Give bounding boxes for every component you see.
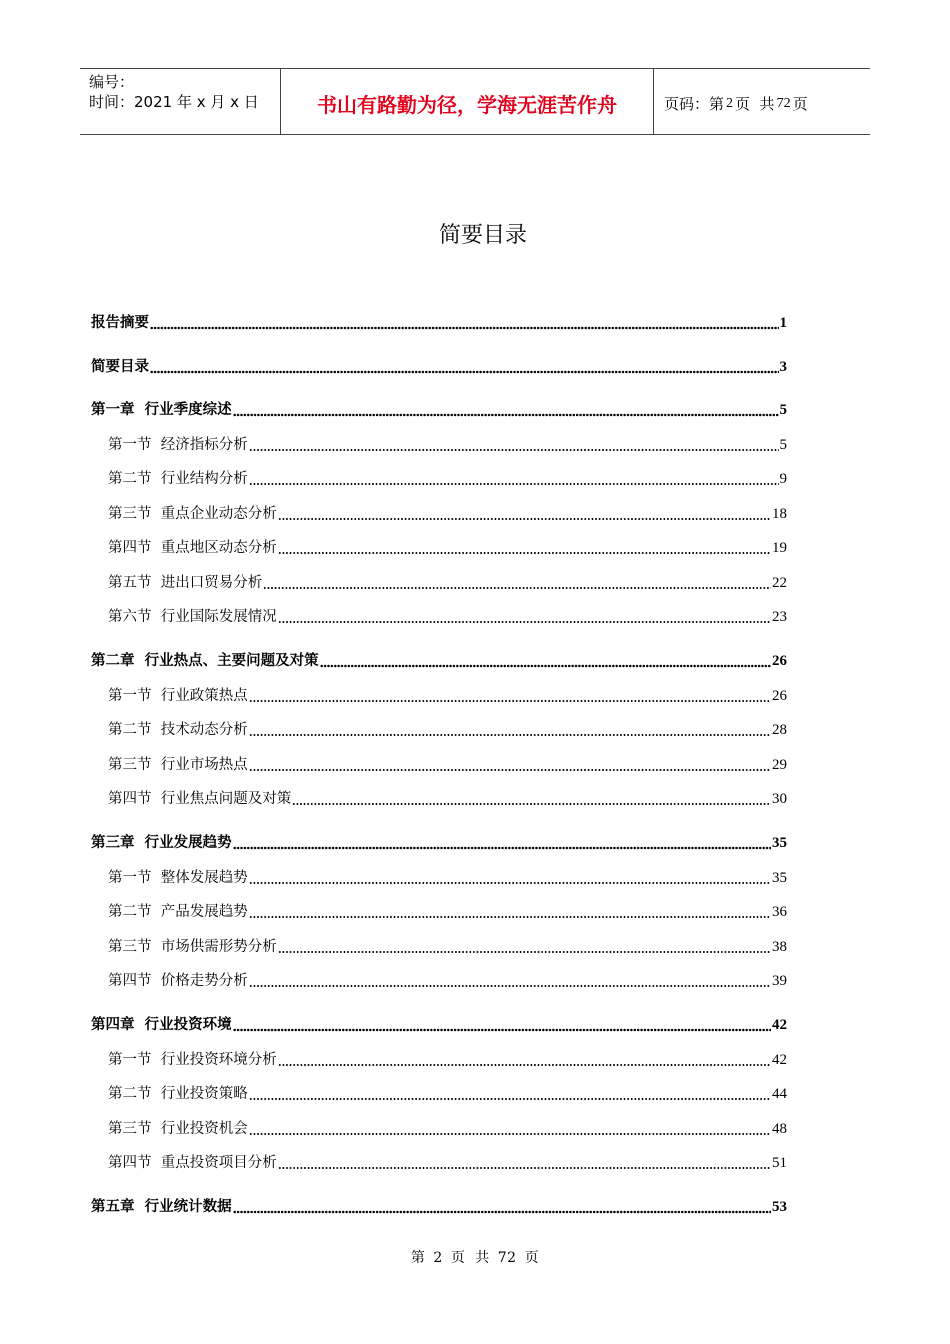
toc-entry-label: 第二节 产品发展趋势 bbox=[108, 904, 248, 920]
toc-dot-leader bbox=[249, 1097, 771, 1101]
toc-entry-label: 第四节 行业焦点问题及对策 bbox=[108, 791, 292, 807]
toc-entry-label: 第一节 整体发展趋势 bbox=[108, 869, 248, 886]
toc-entry-label: 第六节 行业国际发展情况 bbox=[108, 609, 277, 625]
toc-section-entry[interactable] bbox=[108, 605, 787, 627]
toc-entry-page-number: 9 bbox=[779, 471, 787, 487]
toc-entry-page-number: 23 bbox=[772, 609, 787, 625]
toc-dot-leader bbox=[249, 881, 771, 885]
toc-section-entry[interactable] bbox=[108, 718, 787, 740]
toc-dot-leader bbox=[233, 1028, 771, 1032]
toc-entry-page-number: 53 bbox=[772, 1199, 787, 1215]
toc-entry-page-number: 42 bbox=[772, 1017, 787, 1033]
toc-dot-leader bbox=[278, 1166, 771, 1170]
toc-dot-leader bbox=[249, 699, 771, 703]
toc-dot-leader bbox=[233, 1210, 771, 1214]
toc-entry-label: 第五节 进出口贸易分析 bbox=[108, 574, 263, 591]
toc-section-entry[interactable] bbox=[108, 1117, 787, 1139]
header-page-suffix: 页 bbox=[792, 95, 808, 113]
toc-entry-page-number: 30 bbox=[772, 791, 787, 807]
toc-entry-page-number: 22 bbox=[772, 574, 787, 591]
toc-section-entry[interactable] bbox=[108, 571, 787, 593]
toc-entry-page-number: 26 bbox=[772, 687, 787, 704]
toc-section-entry[interactable] bbox=[108, 866, 787, 888]
toc-dot-leader bbox=[249, 984, 771, 988]
toc-dot-leader bbox=[249, 733, 771, 737]
toc-dot-leader bbox=[249, 448, 779, 452]
toc-chapter-entry[interactable] bbox=[91, 355, 787, 377]
toc-dot-leader bbox=[233, 846, 771, 850]
toc-entry-label: 第二章 行业热点、主要问题及对策 bbox=[91, 653, 319, 669]
toc-entry-page-number: 48 bbox=[772, 1120, 787, 1137]
toc-dot-leader bbox=[263, 586, 771, 590]
toc-section-entry[interactable] bbox=[108, 433, 787, 455]
header-page-total: 72 bbox=[776, 95, 791, 111]
toc-entry-page-number: 3 bbox=[779, 358, 787, 375]
toc-entry-label: 第三节 行业市场热点 bbox=[108, 756, 248, 773]
toc-dot-leader bbox=[150, 370, 779, 374]
toc-dot-leader bbox=[320, 664, 771, 668]
toc-entry-label: 第二节 行业投资策略 bbox=[108, 1086, 248, 1102]
toc-dot-leader bbox=[278, 517, 771, 521]
time-label: 时间：2021 年 x 月 x 日 bbox=[89, 93, 259, 111]
toc-dot-leader bbox=[249, 768, 771, 772]
serial-number-label: 编号： bbox=[89, 73, 135, 91]
header-page-prefix: 页码：第 bbox=[664, 95, 725, 113]
toc-section-entry[interactable] bbox=[108, 536, 787, 558]
toc-entry-label: 第三节 市场供需形势分析 bbox=[108, 938, 277, 955]
toc-entry-page-number: 19 bbox=[772, 540, 787, 556]
toc-entry-label: 第四节 重点投资项目分析 bbox=[108, 1155, 277, 1171]
toc-entry-page-number: 18 bbox=[772, 505, 787, 522]
toc-section-entry[interactable] bbox=[108, 502, 787, 524]
toc-entry-label: 简要目录 bbox=[91, 358, 149, 375]
toc-chapter-entry[interactable] bbox=[91, 831, 787, 853]
toc-entry-label: 第一节 行业政策热点 bbox=[108, 687, 248, 704]
footer-current: 2 bbox=[433, 1250, 443, 1266]
toc-entry-label: 第三节 行业投资机会 bbox=[108, 1120, 248, 1137]
footer-prefix: 第 bbox=[410, 1250, 426, 1266]
toc-entry-page-number: 38 bbox=[772, 938, 787, 955]
header-page-mid: 页 共 bbox=[735, 95, 775, 113]
toc-entry-label: 第一章 行业季度综述 bbox=[91, 402, 232, 418]
toc-entry-page-number: 26 bbox=[772, 653, 787, 669]
toc-entry-page-number: 35 bbox=[772, 835, 787, 851]
toc-entry-page-number: 29 bbox=[772, 756, 787, 773]
toc-dot-leader bbox=[278, 950, 771, 954]
toc-section-entry[interactable] bbox=[108, 684, 787, 706]
toc-dot-leader bbox=[249, 915, 771, 919]
toc-dot-leader bbox=[292, 802, 771, 806]
toc-chapter-entry[interactable] bbox=[91, 1195, 787, 1217]
toc-entry-page-number: 36 bbox=[772, 904, 787, 920]
footer-total: 72 bbox=[497, 1250, 517, 1266]
toc-entry-label: 第二节 行业结构分析 bbox=[108, 471, 248, 487]
toc-section-entry[interactable] bbox=[108, 1151, 787, 1173]
toc-dot-leader bbox=[278, 551, 771, 555]
toc-chapter-entry[interactable] bbox=[91, 311, 787, 333]
toc-section-entry[interactable] bbox=[108, 1048, 787, 1070]
toc-entry-label: 第四节 价格走势分析 bbox=[108, 973, 248, 989]
toc-section-entry[interactable] bbox=[108, 787, 787, 809]
toc-dot-leader bbox=[233, 413, 779, 417]
toc-entry-page-number: 28 bbox=[772, 722, 787, 738]
toc-dot-leader bbox=[278, 1063, 771, 1067]
toc-entry-label: 第二节 技术动态分析 bbox=[108, 722, 248, 738]
toc-dot-leader bbox=[278, 620, 771, 624]
footer-mid: 页 共 bbox=[450, 1250, 490, 1266]
toc-entry-page-number: 42 bbox=[772, 1051, 787, 1068]
toc-entry-page-number: 51 bbox=[772, 1155, 787, 1171]
toc-chapter-entry[interactable] bbox=[91, 649, 787, 671]
page-footer bbox=[0, 1247, 950, 1267]
toc-entry-page-number: 35 bbox=[772, 869, 787, 886]
toc-section-entry[interactable] bbox=[108, 1082, 787, 1104]
page-title: 简要目录 bbox=[438, 223, 527, 248]
toc-entry-page-number: 5 bbox=[779, 436, 787, 453]
toc-entry-label: 第五章 行业统计数据 bbox=[91, 1199, 232, 1215]
toc-section-entry[interactable] bbox=[108, 753, 787, 775]
toc-entry-page-number: 44 bbox=[772, 1086, 787, 1102]
footer-suffix: 页 bbox=[524, 1250, 540, 1266]
toc-entry-page-number: 39 bbox=[772, 973, 787, 989]
toc-dot-leader bbox=[249, 482, 779, 486]
toc-entry-page-number: 5 bbox=[779, 402, 787, 418]
toc-dot-leader bbox=[249, 1132, 771, 1136]
toc-entry-label: 第四章 行业投资环境 bbox=[91, 1017, 232, 1033]
toc-section-entry[interactable] bbox=[108, 467, 787, 489]
toc-entry-label: 第三节 重点企业动态分析 bbox=[108, 505, 277, 522]
toc-entry-label: 报告摘要 bbox=[91, 315, 149, 331]
toc-dot-leader bbox=[150, 326, 779, 330]
header-page-current: 2 bbox=[726, 95, 734, 111]
toc-entry-label: 第三章 行业发展趋势 bbox=[91, 835, 232, 851]
toc-section-entry[interactable] bbox=[108, 969, 787, 991]
toc-entry-label: 第一节 经济指标分析 bbox=[108, 436, 248, 453]
toc-entry-page-number: 1 bbox=[779, 315, 787, 331]
header-motto: 书山有路勤为径，学海无涯苦作舟 bbox=[281, 69, 654, 134]
toc-section-entry[interactable] bbox=[108, 935, 787, 957]
toc-entry-label: 第一节 行业投资环境分析 bbox=[108, 1051, 277, 1068]
toc-section-entry[interactable] bbox=[108, 900, 787, 922]
toc-chapter-entry[interactable] bbox=[91, 1013, 787, 1035]
toc-chapter-entry[interactable] bbox=[91, 398, 787, 420]
toc-entry-label: 第四节 重点地区动态分析 bbox=[108, 540, 277, 556]
